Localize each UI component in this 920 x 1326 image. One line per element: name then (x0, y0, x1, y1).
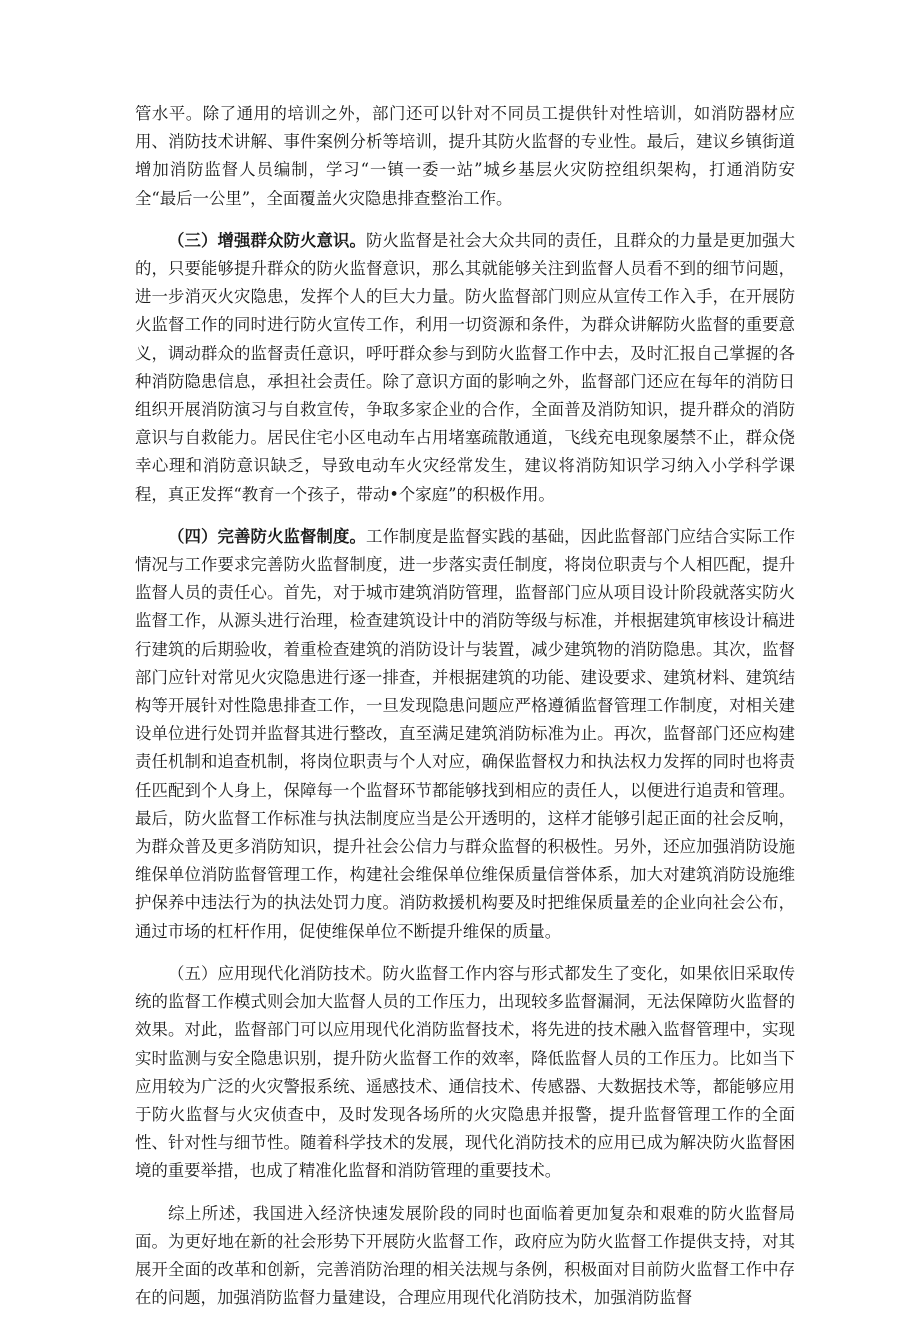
paragraph-text: （五）应用现代化消防技术。防火监督工作内容与形式都发生了变化，如果依旧采取传统的监督工作模式则会加大监督人员的工作压力，出现较多监督漏洞，无法保障防火监督的效果。对此，监督部门可以应用现代化消防监督技术，将先进的技术融入监督管理中，实现实时监测与安全隐患识别，提升防火监督工作的效率，降低监督人员的工作压力。比如当下应用较为广泛的火灾警报系统、遥感技术、通信技术、传感器、大数据技术等，都能够应用于防火监督与火灾侦查中，及时发现各场所的火灾隐患并报警，提升监督管理工作的全面性、针对性与细节性。随着科学技术的发展，现代化消防技术的应用已成为解决防火监督困境的重要举措，也成了精准化监督和消防管理的重要技术。 (135, 963, 795, 1181)
paragraph-conclusion (135, 1200, 795, 1313)
paragraph-section-5 (135, 960, 795, 1186)
paragraph-text: 综上所述，我国进入经济快速发展阶段的同时也面临着更加复杂和艰难的防火监督局面。为更好地在新的社会形势下开展防火监督工作，政府应为防火监督工作提供支持，对其展开全面的改革和创新，完善消防治理的相关法规与条例，积极面对目前防火监督工作中存在的问题，加强消防监督力量建设，合理应用现代化消防技术，加强消防监督 (135, 1203, 795, 1308)
paragraph-section-3 (135, 227, 795, 509)
section-heading: （四）完善防火监督制度。 (168, 526, 367, 546)
paragraph-continuation (135, 100, 795, 213)
paragraph-text: 工作制度是监督实践的基础，因此监督部门应结合实际工作情况与工作要求完善防火监督制度，进一步落实责任制度，将岗位职责与个人相匹配，提升监督人员的责任心。首先，对于城市建筑消防管理，监督部门应从项目设计阶段就落实防火监督工作，从源头进行治理，检查建筑设计中的消防等级与标准，并根据建筑审核设计稿进行建筑的后期验收，着重检查建筑的消防设计与装置，减少建筑物的消防隐患。其次，监督部门应针对常见火灾隐患进行逐一排查，并根据建筑的功能、建设要求、建筑材料、建筑结构等开展针对性隐患排查工作，一旦发现隐患问题应严格遵循监督管理工作制度，对相关建设单位进行处罚并监督其进行整改，直至满足建筑消防标准为止。再次，监督部门还应构建责任机制和追查机制，将岗位职责与个人对应，确保监督权力和执法权力发挥的同时也将责任匹配到个人身上，保障每一个监督环节都能够找到相应的责任人，以便进行追责和管理。最后，防火监督工作标准与执法制度应当是公开透明的，这样才能够引起正面的社会反响，为群众普及更多消防知识，提升社会公信力与群众监督的积极性。另外，还应加强消防设施维保单位消防监督管理工作，构建社会维保单位维保质量信誉体系，加大对建筑消防设施维护保养中违法行为的执法处罚力度。消防救援机构要及时把维保质量差的企业向社会公布，通过市场的杠杆作用，促使维保单位不断提升维保的质量。 (135, 526, 796, 941)
section-heading: （三）增强群众防火意识。 (168, 230, 367, 250)
document-page (135, 100, 795, 1326)
paragraph-text: 管水平。除了通用的培训之外，部门还可以针对不同员工提供针对性培训，如消防器材应用、消防技术讲解、事件案例分析等培训，提升其防火监督的专业性。最后，建议乡镇街道增加消防监督人员编制，学习“一镇一委一站”城乡基层火灾防控组织架构，打通消防安全“最后一公里”，全面覆盖火灾隐患排查整治工作。 (135, 104, 795, 208)
paragraph-text: 防火监督是社会大众共同的责任，且群众的力量是更加强大的，只要能够提升群众的防火监督意识，那么其就能够关注到监督人员看不到的细节问题，进一步消灭火灾隐患，发挥个人的巨大力量。防火监督部门则应从宣传工作入手，在开展防火监督工作的同时进行防火宣传工作，利用一切资源和条件，为群众讲解防火监督的重要意义，调动群众的监督责任意识，呼吁群众参与到防火监督工作中去，及时汇报自己掌握的各种消防隐患信息，承担社会责任。除了意识方面的影响之外，监督部门还应在每年的消防日组织开展消防演习与自救宣传，争取多家企业的合作，全面普及消防知识，提升群众的消防意识与自救能力。居民住宅小区电动车占用堵塞疏散通道，飞线充电现象屡禁不止，群众侥幸心理和消防意识缺乏，导致电动车火灾经常发生，建议将消防知识学习纳入小学科学课程，真正发挥“教育一个孩子，带动•个家庭”的积极作用。 (135, 230, 796, 504)
paragraph-section-4 (135, 523, 795, 946)
